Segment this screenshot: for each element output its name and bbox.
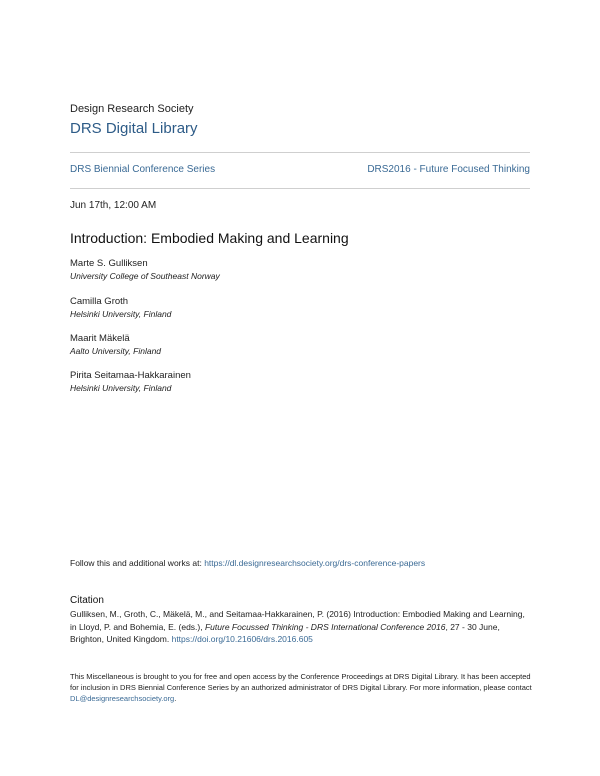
- citation-heading: Citation: [70, 595, 104, 606]
- author-name: Marte S. Gulliksen: [70, 258, 148, 269]
- author-block: [70, 370, 191, 394]
- author-affiliation: Aalto University, Finland: [70, 346, 162, 356]
- library-link[interactable]: DRS Digital Library: [70, 120, 198, 137]
- doi-link[interactable]: https://doi.org/10.21606/drs.2016.605: [171, 634, 313, 644]
- citation-part: , 27 - 30 June, Brighton, United Kingdom.: [70, 621, 500, 644]
- author-name: Pirita Seitamaa-Hakkarainen: [70, 370, 191, 381]
- society-name: Design Research Society: [70, 103, 194, 115]
- divider: [70, 188, 530, 189]
- citation-text: [70, 608, 532, 646]
- publication-date: Jun 17th, 12:00 AM: [70, 200, 157, 211]
- collection-link[interactable]: https://dl.designresearchsociety.org/drs-conference-papers: [204, 558, 426, 568]
- citation-proceedings: Future Focussed Thinking - DRS International Conference 2016: [204, 621, 446, 632]
- author-block: [70, 258, 220, 282]
- author-name: Maarit Mäkelä: [70, 333, 130, 344]
- notice-end: .: [174, 694, 177, 703]
- author-affiliation: University College of Southeast Norway: [70, 271, 220, 281]
- access-notice: [70, 671, 532, 704]
- notice-text: This Miscellaneous is brought to you for free and open access by the Conference Proceedings at DRS Digital Library. It has been accepted for inclusion in DRS Biennial Conference Series by an authorized administrator of DRS Digital Library. For more information, please contact: [70, 672, 532, 692]
- author-block: [70, 296, 171, 320]
- follow-line: [70, 558, 425, 568]
- contact-email-link[interactable]: DL@designresearchsociety.org: [70, 694, 175, 703]
- series-link[interactable]: DRS Biennial Conference Series: [70, 164, 216, 175]
- citation-part: Gulliksen, M., Groth, C., Mäkelä, M., and Seitamaa-Hakkarainen, P. (2016) Introduction: Embodied Making and Learning, in Lloyd, P. and Bohemia, E. (eds.),: [70, 609, 525, 632]
- divider: [70, 152, 530, 153]
- follow-text: Follow this and additional works at:: [70, 558, 205, 568]
- paper-title: Introduction: Embodied Making and Learning: [70, 230, 349, 246]
- author-name: Camilla Groth: [70, 296, 129, 307]
- author-affiliation: Helsinki University, Finland: [70, 309, 172, 319]
- author-block: [70, 333, 161, 357]
- author-affiliation: Helsinki University, Finland: [70, 383, 172, 393]
- conference-link[interactable]: DRS2016 - Future Focused Thinking: [367, 164, 530, 175]
